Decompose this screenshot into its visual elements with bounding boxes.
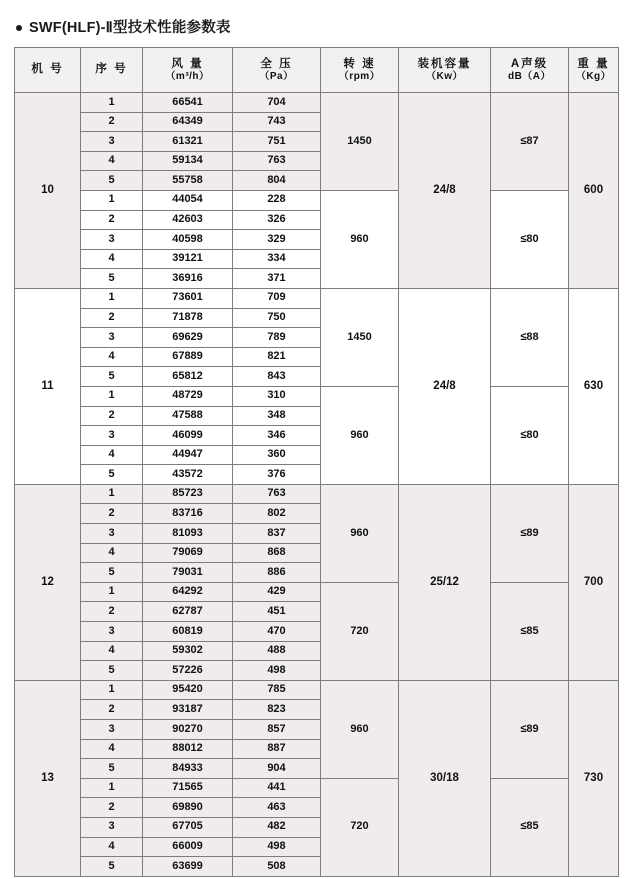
cell-airflow: 61321: [143, 132, 233, 152]
page-title-text: SWF(HLF)-Ⅱ型技术性能参数表: [29, 20, 231, 36]
cell-airflow: 69890: [143, 798, 233, 818]
header-power: 装机容量 （Kw）: [399, 48, 491, 93]
cell-index: 1: [81, 582, 143, 602]
cell-airflow: 93187: [143, 700, 233, 720]
cell-index: 4: [81, 543, 143, 563]
cell-index: 4: [81, 151, 143, 171]
cell-pressure: 348: [233, 406, 321, 426]
page-title: [16, 16, 618, 37]
table-header-row: [15, 48, 619, 93]
cell-speed: 960: [321, 484, 399, 582]
cell-pressure: 804: [233, 171, 321, 191]
cell-index: 3: [81, 817, 143, 837]
cell-pressure: 763: [233, 484, 321, 504]
header-index: 序 号: [81, 48, 143, 93]
table-row: [15, 190, 619, 210]
cell-pressure: 371: [233, 269, 321, 289]
table-row: [15, 680, 619, 700]
cell-noise: ≤80: [491, 386, 569, 484]
cell-weight: 600: [569, 93, 619, 289]
cell-airflow: 48729: [143, 386, 233, 406]
cell-airflow: 46099: [143, 426, 233, 446]
cell-pressure: 334: [233, 249, 321, 269]
cell-pressure: 310: [233, 386, 321, 406]
cell-noise: ≤89: [491, 484, 569, 582]
cell-airflow: 79031: [143, 563, 233, 583]
cell-pressure: 750: [233, 308, 321, 328]
cell-pressure: 326: [233, 210, 321, 230]
cell-speed: 1450: [321, 93, 399, 191]
cell-airflow: 67705: [143, 817, 233, 837]
cell-index: 5: [81, 367, 143, 387]
cell-airflow: 42603: [143, 210, 233, 230]
cell-noise: ≤88: [491, 288, 569, 386]
cell-pressure: 228: [233, 190, 321, 210]
table-row: [15, 93, 619, 113]
header-pressure: 全 压 （Pa）: [233, 48, 321, 93]
cell-noise: ≤80: [491, 190, 569, 288]
table-body: [15, 93, 619, 877]
cell-index: 2: [81, 308, 143, 328]
cell-index: 5: [81, 563, 143, 583]
cell-airflow: 79069: [143, 543, 233, 563]
cell-pressure: 821: [233, 347, 321, 367]
cell-index: 3: [81, 524, 143, 544]
cell-speed: 960: [321, 680, 399, 778]
cell-speed: 720: [321, 582, 399, 680]
cell-airflow: 88012: [143, 739, 233, 759]
cell-pressure: 451: [233, 602, 321, 622]
cell-pressure: 709: [233, 288, 321, 308]
cell-airflow: 59134: [143, 151, 233, 171]
cell-airflow: 85723: [143, 484, 233, 504]
cell-index: 1: [81, 190, 143, 210]
cell-pressure: 360: [233, 445, 321, 465]
cell-power: 24/8: [399, 288, 491, 484]
cell-airflow: 39121: [143, 249, 233, 269]
header-noise: A声级 dB（A）: [491, 48, 569, 93]
cell-index: 2: [81, 112, 143, 132]
cell-index: 1: [81, 386, 143, 406]
cell-airflow: 63699: [143, 857, 233, 877]
cell-index: 4: [81, 445, 143, 465]
table-row: [15, 778, 619, 798]
cell-pressure: 763: [233, 151, 321, 171]
cell-index: 5: [81, 759, 143, 779]
cell-index: 1: [81, 680, 143, 700]
cell-index: 4: [81, 347, 143, 367]
cell-airflow: 65812: [143, 367, 233, 387]
cell-airflow: 90270: [143, 720, 233, 740]
cell-pressure: 789: [233, 328, 321, 348]
cell-noise: ≤87: [491, 93, 569, 191]
cell-pressure: 857: [233, 720, 321, 740]
cell-speed: 720: [321, 778, 399, 876]
cell-index: 4: [81, 739, 143, 759]
parameters-table: [14, 47, 619, 877]
cell-airflow: 69629: [143, 328, 233, 348]
cell-pressure: 498: [233, 837, 321, 857]
cell-airflow: 44054: [143, 190, 233, 210]
cell-index: 3: [81, 132, 143, 152]
cell-index: 5: [81, 269, 143, 289]
cell-pressure: 887: [233, 739, 321, 759]
cell-pressure: 346: [233, 426, 321, 446]
table-row: [15, 386, 619, 406]
cell-airflow: 64292: [143, 582, 233, 602]
cell-power: 24/8: [399, 93, 491, 289]
cell-index: 5: [81, 465, 143, 485]
cell-index: 2: [81, 406, 143, 426]
cell-pressure: 751: [233, 132, 321, 152]
cell-index: 4: [81, 837, 143, 857]
cell-pressure: 463: [233, 798, 321, 818]
bullet-icon: [16, 25, 22, 31]
cell-airflow: 64349: [143, 112, 233, 132]
cell-weight: 700: [569, 484, 619, 680]
cell-airflow: 40598: [143, 230, 233, 250]
cell-index: 2: [81, 504, 143, 524]
cell-index: 3: [81, 622, 143, 642]
cell-pressure: 498: [233, 661, 321, 681]
cell-model: 10: [15, 93, 81, 289]
header-model: 机 号: [15, 48, 81, 93]
cell-speed: 1450: [321, 288, 399, 386]
cell-index: 1: [81, 484, 143, 504]
cell-airflow: 66009: [143, 837, 233, 857]
cell-pressure: 429: [233, 582, 321, 602]
cell-index: 5: [81, 661, 143, 681]
cell-pressure: 329: [233, 230, 321, 250]
cell-pressure: 704: [233, 93, 321, 113]
cell-airflow: 59302: [143, 641, 233, 661]
cell-pressure: 837: [233, 524, 321, 544]
header-airflow: 风 量 （m³/h）: [143, 48, 233, 93]
header-weight: 重 量 （Kg）: [569, 48, 619, 93]
cell-airflow: 44947: [143, 445, 233, 465]
cell-index: 3: [81, 426, 143, 446]
cell-pressure: 482: [233, 817, 321, 837]
cell-pressure: 376: [233, 465, 321, 485]
cell-airflow: 60819: [143, 622, 233, 642]
cell-index: 1: [81, 93, 143, 113]
table-row: [15, 288, 619, 308]
cell-index: 4: [81, 641, 143, 661]
cell-noise: ≤85: [491, 778, 569, 876]
cell-model: 11: [15, 288, 81, 484]
cell-pressure: 843: [233, 367, 321, 387]
cell-speed: 960: [321, 190, 399, 288]
cell-index: 4: [81, 249, 143, 269]
cell-weight: 630: [569, 288, 619, 484]
cell-pressure: 868: [233, 543, 321, 563]
cell-airflow: 73601: [143, 288, 233, 308]
cell-index: 5: [81, 171, 143, 191]
cell-airflow: 71565: [143, 778, 233, 798]
cell-airflow: 43572: [143, 465, 233, 485]
cell-noise: ≤89: [491, 680, 569, 778]
cell-index: 3: [81, 328, 143, 348]
cell-index: 2: [81, 798, 143, 818]
cell-pressure: 785: [233, 680, 321, 700]
cell-index: 3: [81, 720, 143, 740]
cell-pressure: 823: [233, 700, 321, 720]
cell-index: 2: [81, 700, 143, 720]
cell-airflow: 62787: [143, 602, 233, 622]
cell-model: 12: [15, 484, 81, 680]
cell-index: 5: [81, 857, 143, 877]
cell-index: 1: [81, 288, 143, 308]
cell-airflow: 71878: [143, 308, 233, 328]
cell-speed: 960: [321, 386, 399, 484]
cell-weight: 730: [569, 680, 619, 876]
cell-airflow: 36916: [143, 269, 233, 289]
cell-airflow: 67889: [143, 347, 233, 367]
cell-airflow: 83716: [143, 504, 233, 524]
header-speed: 转 速 （rpm）: [321, 48, 399, 93]
cell-airflow: 47588: [143, 406, 233, 426]
cell-power: 25/12: [399, 484, 491, 680]
cell-airflow: 66541: [143, 93, 233, 113]
cell-airflow: 57226: [143, 661, 233, 681]
cell-airflow: 81093: [143, 524, 233, 544]
cell-pressure: 886: [233, 563, 321, 583]
cell-pressure: 470: [233, 622, 321, 642]
cell-airflow: 84933: [143, 759, 233, 779]
cell-pressure: 441: [233, 778, 321, 798]
cell-pressure: 488: [233, 641, 321, 661]
cell-power: 30/18: [399, 680, 491, 876]
cell-index: 2: [81, 210, 143, 230]
table-row: [15, 484, 619, 504]
cell-pressure: 802: [233, 504, 321, 524]
cell-index: 2: [81, 602, 143, 622]
cell-pressure: 743: [233, 112, 321, 132]
cell-index: 3: [81, 230, 143, 250]
table-row: [15, 582, 619, 602]
cell-pressure: 904: [233, 759, 321, 779]
cell-pressure: 508: [233, 857, 321, 877]
cell-noise: ≤85: [491, 582, 569, 680]
cell-model: 13: [15, 680, 81, 876]
cell-airflow: 95420: [143, 680, 233, 700]
cell-index: 1: [81, 778, 143, 798]
cell-airflow: 55758: [143, 171, 233, 191]
